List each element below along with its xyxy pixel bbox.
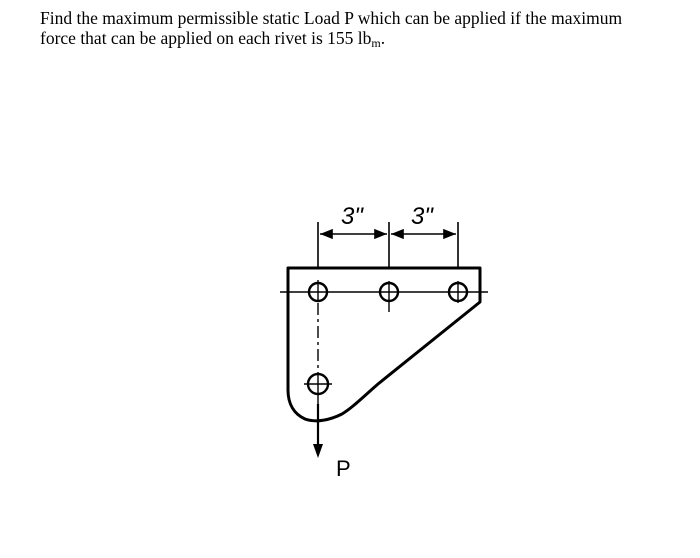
problem-line-1: Find the maximum permissible static Load P which can be applied if the maximum: [40, 8, 623, 28]
dimension-label-right: 3": [411, 203, 433, 230]
unit-subscript: m: [371, 36, 381, 50]
dimension-label-left: 3": [341, 203, 363, 230]
dimension-lines: [318, 222, 458, 268]
load-label: P: [336, 456, 351, 481]
problem-line-2-main: force that can be applied on each rivet is 155 lb: [40, 28, 372, 48]
problem-line-2-end: .: [380, 28, 386, 48]
load-arrow-head: [313, 444, 323, 458]
